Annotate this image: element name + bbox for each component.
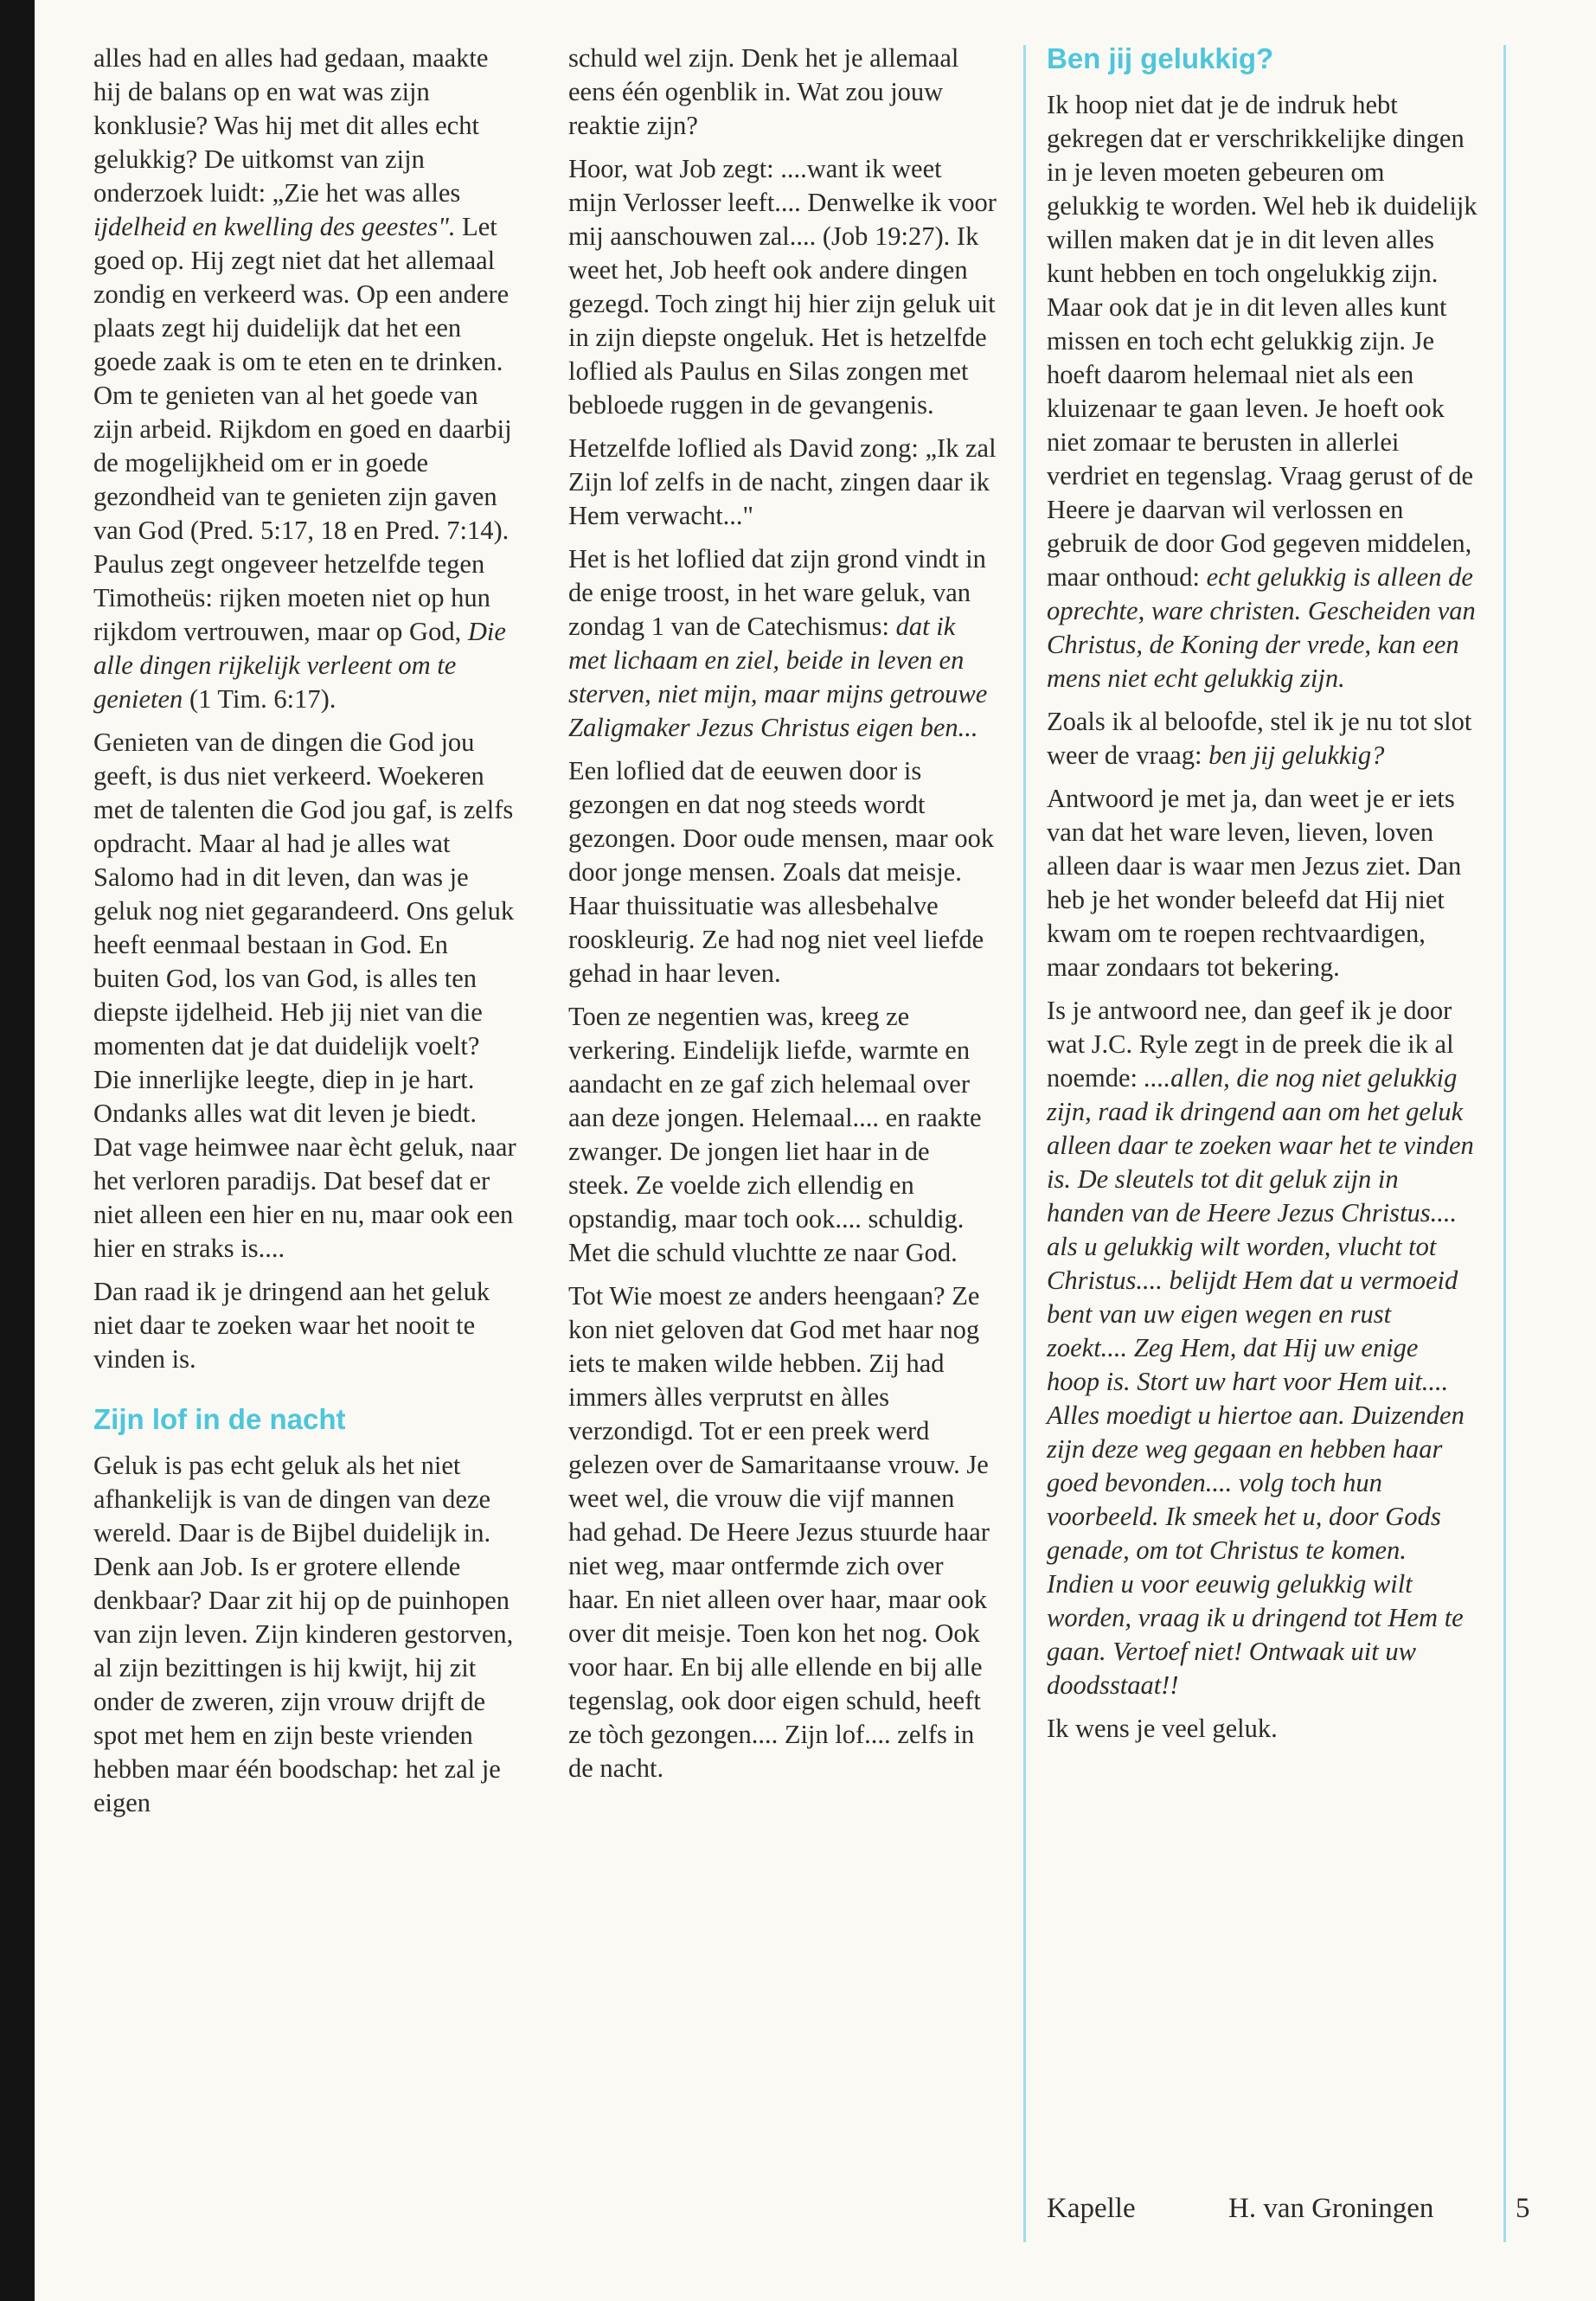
text: Een loflied dat de eeuwen door is gezongen en dat nog steeds wordt gezongen. Door oude mensen, maar ook door jonge mensen. Zoals dat meisje. Haar thuissituatie was allesbehalve rooskleurig. Ze had nog niet veel liefde gehad in haar leven. (568, 756, 995, 988)
italic-text: Die alle dingen rijkelijk verleent om te genieten (93, 617, 506, 714)
text: Tot Wie moest ze anders heengaan? Ze kon niet geloven dat God met haar nog iets te maken wilde hebben. Zij had immers àlles verprutst en àlles verzondigd. Tot er een preek werd gelezen over de Samaritaanse vrouw. Je weet wel, die vrouw die vijf mannen had gehad. De Heere Jezus stuurde haar niet weg, maar ontfermde zich over haar. En niet alleen over haar, maar ook over dit meisje. Toen kon het nog. Ook voor haar. En bij alle ellende en bij alle tegenslag, ook door eigen schuld, heeft ze tòch gezongen.... Zijn lof.... zelfs in de nacht. (568, 1281, 990, 1783)
paragraph (568, 152, 997, 422)
text: (1 Tim. 6:17). (183, 684, 337, 714)
italic-text: ben jij gelukkig? (1208, 740, 1385, 770)
column-1-body-2 (93, 1449, 519, 1820)
column-divider-1 (1023, 45, 1026, 2242)
page-number: 5 (1516, 2193, 1530, 2224)
paragraph (568, 754, 997, 990)
paragraph (568, 42, 997, 143)
column-2 (568, 42, 997, 1795)
column-1 (93, 42, 519, 1830)
paragraph (568, 1000, 997, 1270)
paragraph (1047, 782, 1477, 984)
column-1-body (93, 42, 519, 1376)
text: Is je antwoord nee, dan geef ik je door wat J.C. Ryle zegt in de preek die ik al noemde: (1047, 996, 1454, 1093)
text: Genieten van de dingen die God jou geeft, is dus niet verkeerd. Woekeren met de talenten die God jou gaf, is zelfs opdracht. Maar al had je alles wat Salomo had in dit leven, dan was je geluk nog niet gegarandeerd. Ons geluk heeft eenmaal bestaan in God. En buiten God, los van God, is alles ten diepste ijdelheid. Heb jij niet van die momenten dat je dat duidelijk voelt? Die innerlijke leegte, diep in je hart. Ondanks alles wat dit leven je biedt. Dat vage heimwee naar ècht geluk, naar het verloren paradijs. Dat besef dat er niet alleen een hier en nu, maar ook een hier en straks is.... (93, 727, 516, 1263)
paragraph (93, 1449, 519, 1820)
italic-text: echt gelukkig is alleen de oprechte, ware christen. Gescheiden van Christus, de Koning der vrede, kan een mens niet echt gelukkig zijn. (1047, 562, 1476, 693)
text: alles had en alles had gedaan, maakte hij de balans op en wat was zijn konklusie? Was hij met dit alles echt gelukkig? De uitkomst van zijn onderzoek luidt: „Zie het was alles (93, 43, 489, 208)
paragraph (1047, 88, 1477, 695)
text: Antwoord je met ja, dan weet je er iets van dat het ware leven, lieven, loven alleen daar is waar men Jezus ziet. Dan heb je het wonder beleefd dat Hij niet kwam om te roepen rechtvaardigen, maar zondaars tot bekering. (1047, 784, 1462, 982)
text: Zoals ik al beloofde, stel ik je nu tot slot weer de vraag: (1047, 707, 1472, 770)
column-3-body (1047, 88, 1477, 1746)
text: Let goed op. Hij zegt niet dat het allemaal zondig en verkeerd was. Op een andere plaats zegt hij duidelijk dat het een goede zaak is om te eten en te drinken. Om te genieten van al het goede van zijn arbeid. Rijkdom en goed en daarbij de mogelijkheid om er in goede gezondheid van te genieten zijn gaven van God (Pred. 5:17, 18 en Pred. 7:14). Paulus zegt ongeveer hetzelfde tegen Timotheüs: rijken moeten niet op hun rijkdom vertrouwen, maar op God, (93, 212, 512, 646)
column-3 (1047, 42, 1477, 1755)
paragraph (1047, 994, 1477, 1702)
italic-text: ijdelheid en kwelling des geestes". (93, 212, 456, 241)
paragraph (568, 1279, 997, 1785)
text: Geluk is pas echt geluk als het niet afhankelijk is van de dingen van deze wereld. Daar is de Bijbel duidelijk in. Denk aan Job. Is er grotere ellende denkbaar? Daar zit hij op de puinhopen van zijn leven. Zijn kinderen gestorven, al zijn bezittingen is hij kwijt, hij zit onder de zweren, zijn vrouw drijft de spot met hem en zijn beste vrienden hebben maar één boodschap: het zal je eigen (93, 1451, 514, 1817)
paragraph (93, 1275, 519, 1376)
paragraph (1047, 1712, 1477, 1746)
text: Hetzelfde loflied als David zong: „Ik zal Zijn lof zelfs in de nacht, zingen daar ik Hem verwacht..." (568, 433, 997, 530)
column-2-body (568, 42, 997, 1785)
section-heading-zijn-lof: Zijn lof in de nacht (93, 1403, 346, 1435)
text: schuld wel zijn. Denk het je allemaal eens één ogenblik in. Wat zou jouw reaktie zijn? (568, 43, 959, 140)
scan-left-edge (0, 0, 35, 2301)
text: Toen ze negentien was, kreeg ze verkering. Eindelijk liefde, warmte en aandacht en ze gaf zich helemaal over aan deze jongen. Helemaal.... en raakte zwanger. De jongen liet haar in de steek. Ze voelde zich ellendig en opstandig, maar toch ook.... schuldig. Met die schuld vluchtte ze naar God. (568, 1002, 982, 1267)
text: Ik wens je veel geluk. (1047, 1714, 1278, 1743)
italic-text: dat ik met lichaam en ziel, beide in leven en sterven, niet mijn, maar mijns getrouwe Zaligmaker Jezus Christus eigen ben... (568, 612, 988, 742)
paragraph (93, 42, 519, 716)
paragraph (93, 726, 519, 1266)
italic-text: ....allen, die nog niet gelukkig zijn, raad ik dringend aan om het geluk alleen daar te zoeken waar het te vinden is. De sleutels tot dit geluk zijn in handen van de Heere Jezus Christus.... als u gelukkig wilt worden, vlucht tot Christus.... belijdt Hem dat u vermoeid bent van uw eigen wegen en rust zoekt.... Zeg Hem, dat Hij uw enige hoop is. Stort uw hart voor Hem uit.... Alles moedigt u hiertoe aan. Duizenden zijn deze weg gegaan en hebben haar goed bevonden.... volg toch hun voorbeeld. Ik smeek het u, door Gods genade, om tot Christus te komen. Indien u voor eeuwig gelukkig wilt worden, vraag ik u dringend tot Hem te gaan. Vertoef niet! Ontwaak uit uw doodsstaat!! (1047, 1063, 1474, 1700)
text: Hoor, wat Job zegt: ....want ik weet mijn Verlosser leeft.... Denwelke ik voor mij aanschouwen zal.... (Job 19:27). Ik weet het, Job heeft ook andere dingen gezegd. Toch zingt hij hier zijn geluk uit in zijn diepste ongeluk. Het is hetzelfde loflied als Paulus en Silas zongen met bebloede ruggen in de gevangenis. (568, 154, 997, 420)
paragraph (1047, 705, 1477, 772)
column-divider-2 (1503, 45, 1506, 2242)
text: Het is het loflied dat zijn grond vindt in de enige troost, in het ware geluk, van zondag 1 van de Catechismus: (568, 544, 986, 641)
paragraph (568, 542, 997, 745)
footer-place: Kapelle (1047, 2193, 1136, 2224)
footer-author: H. van Groningen (1228, 2193, 1434, 2224)
section-heading-ben-jij-gelukkig: Ben jij gelukkig? (1047, 42, 1274, 74)
paragraph (568, 432, 997, 533)
text: Dan raad ik je dringend aan het geluk niet daar te zoeken waar het nooit te vinden is. (93, 1277, 490, 1374)
text: Ik hoop niet dat je de indruk hebt gekregen dat er verschrikkelijke dingen in je leven moeten gebeuren om gelukkig te worden. Wel heb ik duidelijk willen maken dat je in dit leven alles kunt hebben en toch ongelukkig zijn. Maar ook dat je in dit leven alles kunt missen en toch echt gelukkig zijn. Je hoeft daarom helemaal niet als een kluizenaar te gaan leven. Je hoeft ook niet zomaar te berusten in allerlei verdriet en tegenslag. Vraag gerust of de Heere je daarvan wil verlossen en gebruik de door God gegeven middelen, maar onthoud: (1047, 90, 1477, 592)
